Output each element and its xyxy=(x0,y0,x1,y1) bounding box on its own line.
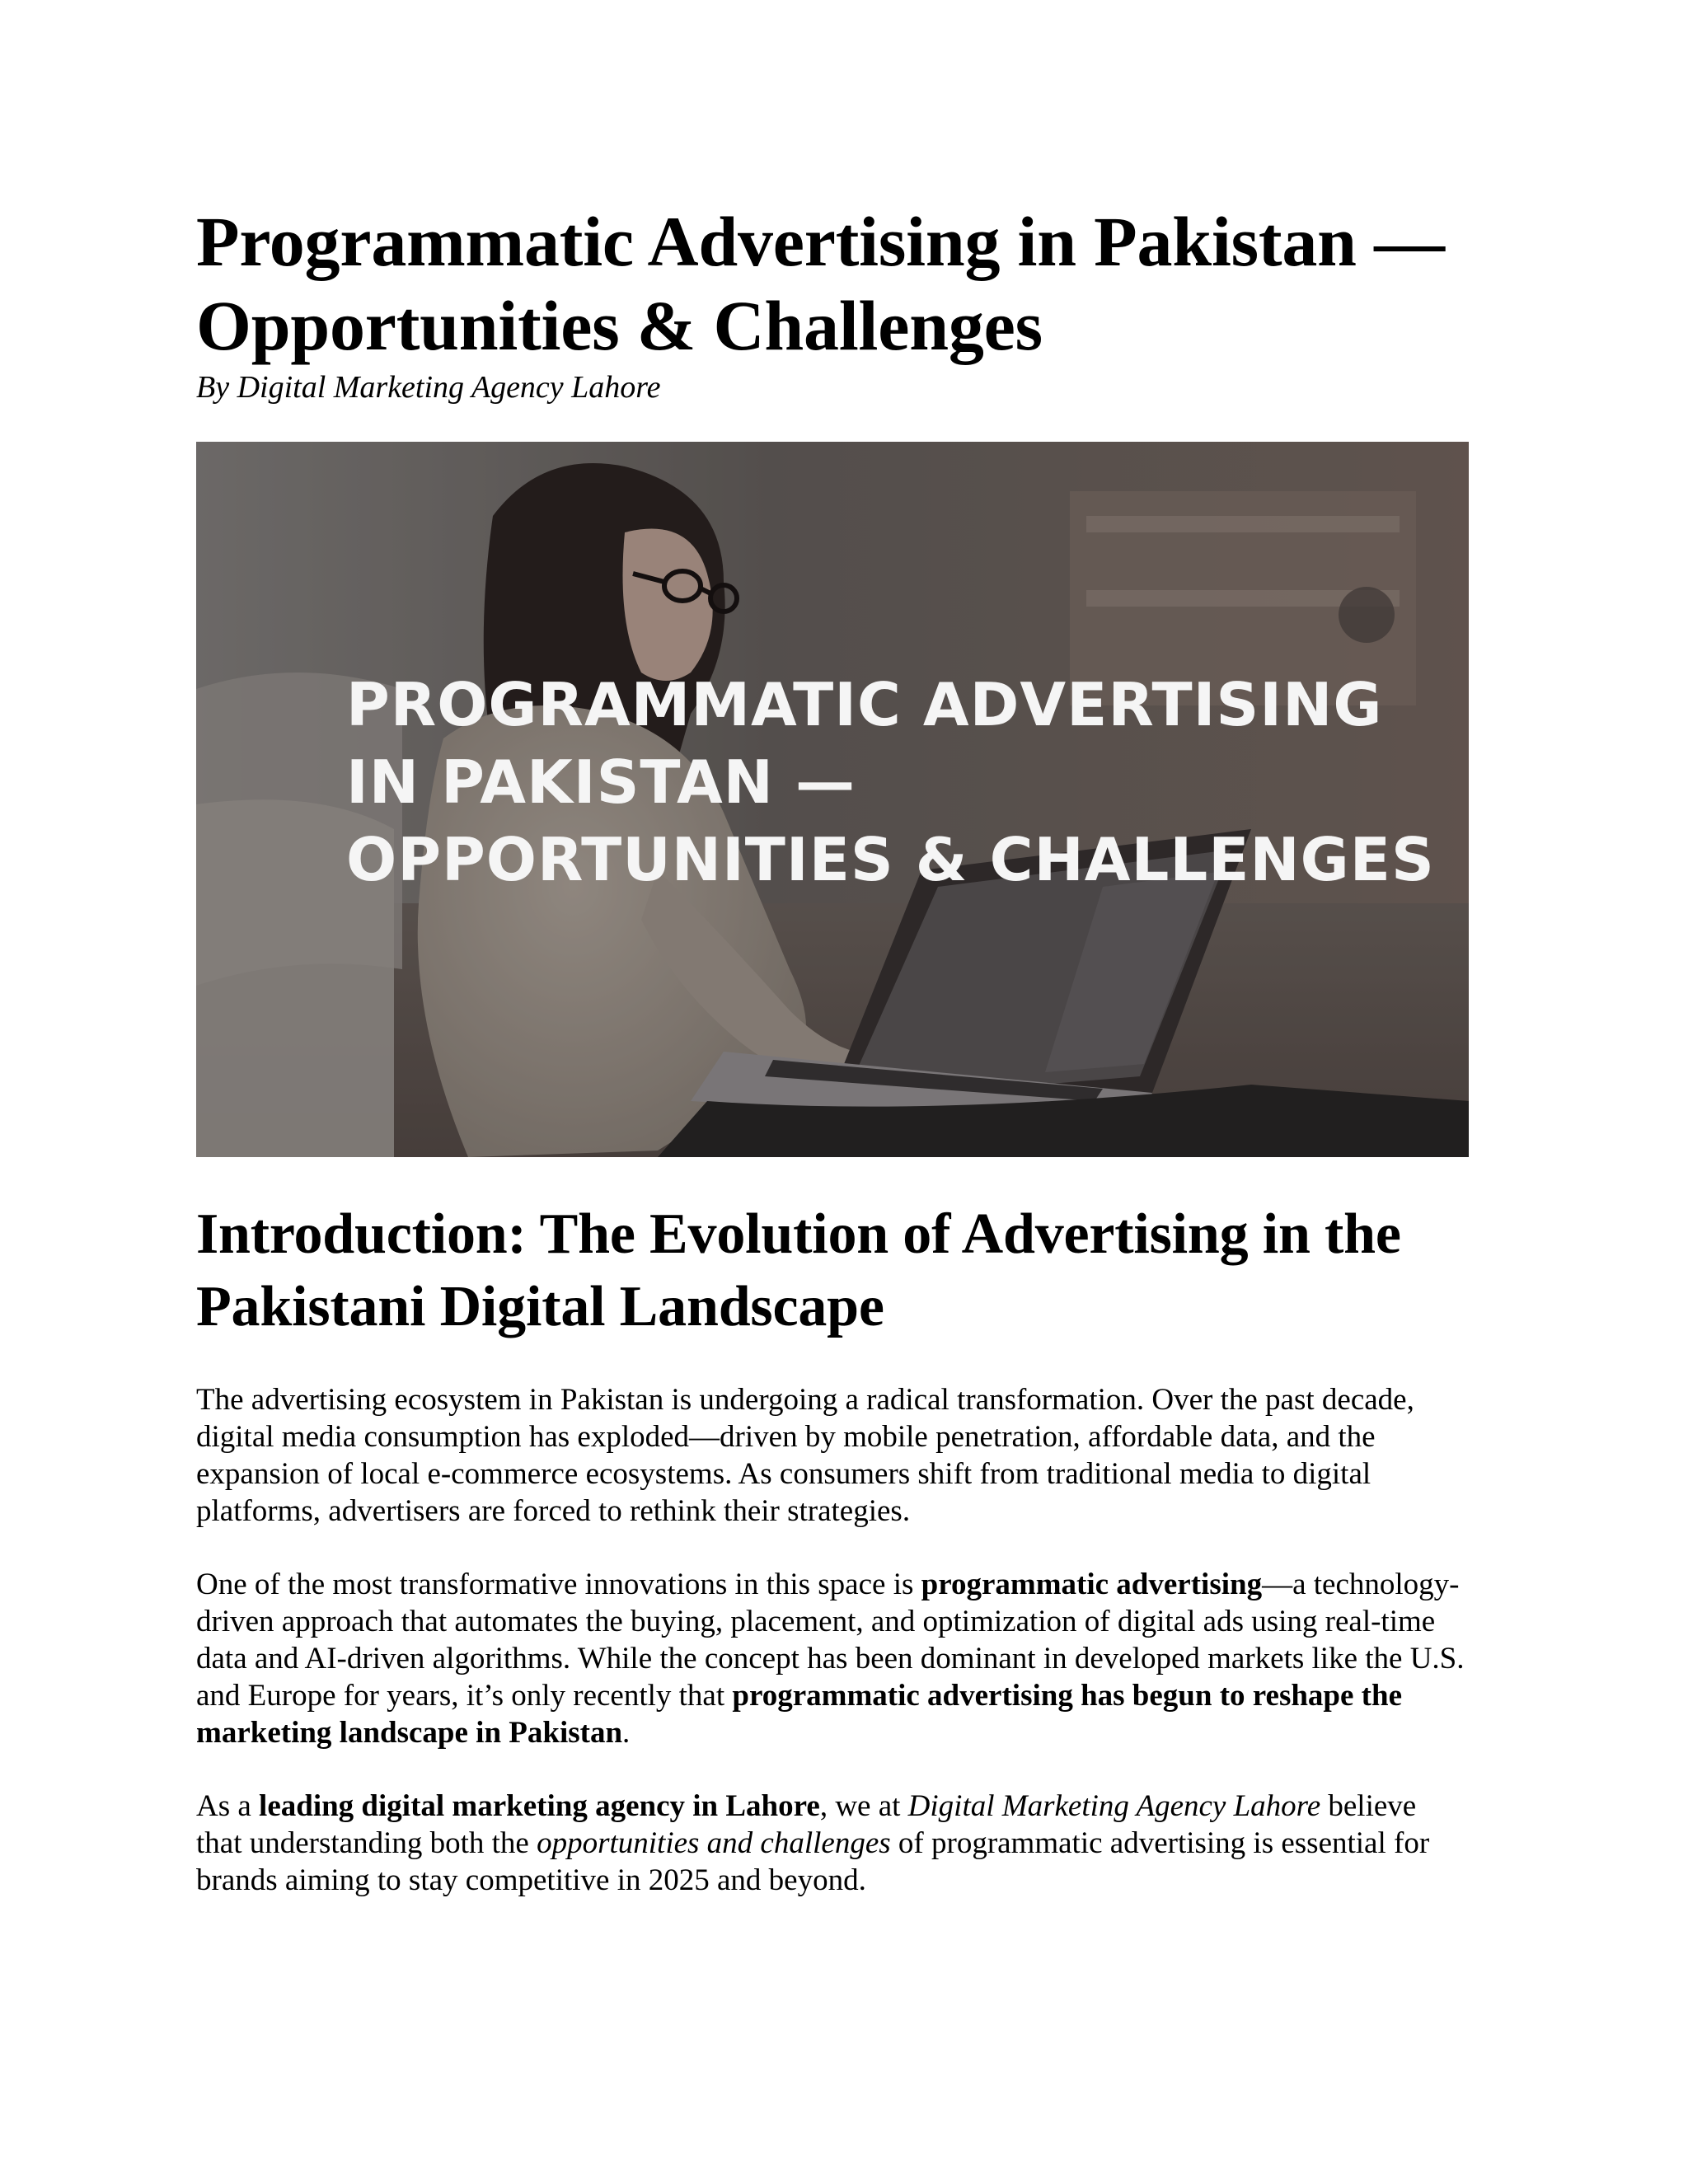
paragraph-2 xyxy=(196,1566,1469,1751)
article-body xyxy=(196,1381,1469,1899)
hero-overlay-line-3: OPPORTUNITIES & CHALLENGES xyxy=(346,825,1435,894)
paragraph-3-text: , we at xyxy=(819,1789,908,1823)
paragraph-3-text: of programmatic advertising is essential for brands aiming to stay competitive in 2025 and beyond. xyxy=(196,1826,1430,1897)
document-title xyxy=(196,199,1469,368)
hero-overlay-line-1: PROGRAMMATIC ADVERTISING xyxy=(346,670,1383,739)
paragraph-3-italic-phrase: opportunities and challenges xyxy=(537,1826,891,1860)
document-title-line-2: Opportunities & Challenges xyxy=(196,286,1043,365)
paragraph-2-text: —a technology-driven approach that automates the buying, placement, and optimization of digital ads using real-time data and AI-driven algorithms. While the concept has been dominant in developed markets like the U.S. and Europe for years, it’s only recently that xyxy=(196,1568,1465,1713)
paragraph-2-bold-phrase: programmatic advertising has begun to reshape the marketing landscape in Pakistan xyxy=(196,1679,1403,1750)
paragraph-1: The advertising ecosystem in Pakistan is undergoing a radical transformation. Over the past decade, digital media consumption has exploded—driven by mobile penetration, affordable data, and the expansion of local e-commerce ecosystems. As consumers shift from traditional media to digital platforms, advertisers are forced to rethink their strategies. xyxy=(196,1383,1414,1528)
hero-overlay-title xyxy=(346,666,1435,898)
section-heading-line-1: Introduction: The Evolution of Advertising in the xyxy=(196,1202,1401,1266)
paragraph-2-text: . xyxy=(622,1716,631,1750)
section-heading xyxy=(196,1198,1469,1343)
section-heading-line-2: Pakistani Digital Landscape xyxy=(196,1275,884,1338)
byline: By Digital Marketing Agency Lahore xyxy=(196,370,661,405)
paragraph-3-text: As a xyxy=(196,1789,260,1823)
paragraph-3 xyxy=(196,1788,1469,1899)
paragraph-3-italic-agency: Digital Marketing Agency Lahore xyxy=(907,1789,1321,1823)
document-title-line-1: Programmatic Advertising in Pakistan — xyxy=(196,202,1445,281)
article xyxy=(196,199,1469,1935)
paragraph-2-bold-term: programmatic advertising xyxy=(921,1568,1263,1601)
hero-image xyxy=(196,442,1469,1157)
hero-overlay-line-2: IN PAKISTAN — xyxy=(346,748,856,817)
paragraph-3-bold-phrase: leading digital marketing agency in Lahore xyxy=(259,1789,820,1823)
paragraph-2-text: One of the most transformative innovations in this space is xyxy=(196,1568,921,1601)
paragraph-3-text: believe that understanding both the xyxy=(196,1789,1417,1860)
